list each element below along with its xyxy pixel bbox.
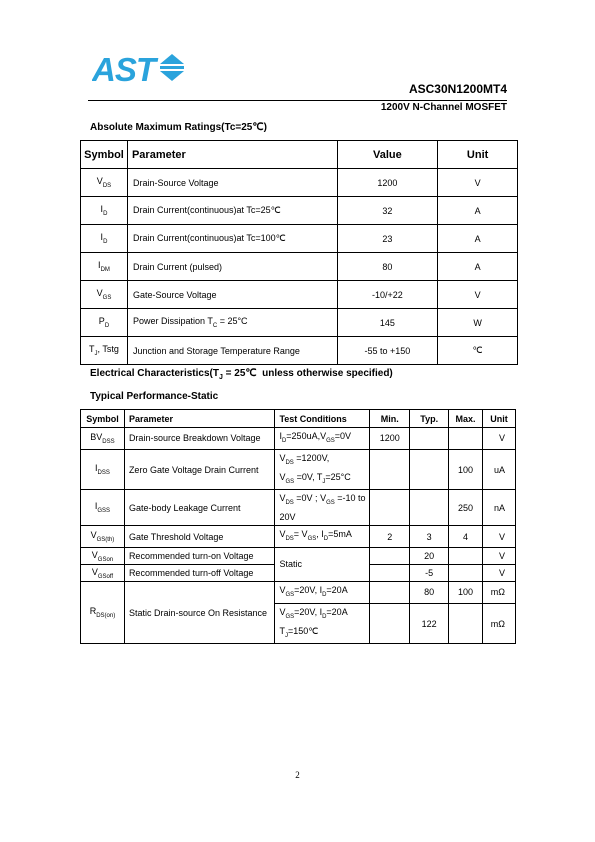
parameter-cell: Drain Current (pulsed) — [127, 253, 337, 281]
parameter-cell: Gate Threshold Voltage — [124, 526, 275, 548]
parameter-cell: Gate-body Leakage Current — [124, 490, 275, 526]
symbol-id: $I_D$ — [81, 197, 128, 225]
min-cell — [370, 547, 410, 564]
conditions-cell: $I_D=250uA,V_{GS}=0V$ — [275, 428, 370, 450]
unit-cell: mΩ — [483, 581, 516, 603]
max-cell — [449, 428, 483, 450]
parameter-cell: Recommended turn-on Voltage — [124, 547, 275, 564]
symbol-idm: $I_{DM}$ — [81, 253, 128, 281]
company-logo — [92, 51, 186, 88]
min-cell — [370, 449, 410, 490]
symbol-vgson: $V_{GSon}$ — [81, 547, 125, 564]
unit-cell: V — [438, 169, 518, 197]
unit-cell: A — [438, 197, 518, 225]
static-characteristics-table — [80, 409, 516, 644]
unit-cell: nA — [483, 490, 516, 526]
unit-cell: V — [483, 428, 516, 450]
abs-max-table — [80, 140, 518, 365]
symbol-vgsth: $V_{GS(th)}$ — [81, 526, 125, 548]
col-symbol: Symbol — [81, 410, 125, 428]
col-max: Max. — [449, 410, 483, 428]
col-min: Min. — [370, 410, 410, 428]
typ-cell — [410, 428, 449, 450]
conditions-cell: Static — [275, 547, 370, 581]
max-cell: 100 — [449, 581, 483, 603]
table-row — [81, 581, 516, 603]
min-cell: 2 — [370, 526, 410, 548]
conditions-cell: $V_{DS} =0V$ ; $V_{GS} =-10$ to 20V — [275, 490, 370, 526]
unit-cell: W — [438, 309, 518, 337]
col-typ: Typ. — [410, 410, 449, 428]
parameter-cell: Drain Current(continuous)at Tc=25℃ — [127, 197, 337, 225]
value-cell: 80 — [337, 253, 438, 281]
col-test-conditions: Test Conditions — [275, 410, 370, 428]
table-row — [81, 337, 518, 365]
symbol-idss: $I_{DSS}$ — [81, 449, 125, 490]
min-cell: 1200 — [370, 428, 410, 450]
col-value: Value — [337, 141, 438, 169]
table-row — [81, 169, 518, 197]
unit-cell: V — [438, 281, 518, 309]
table-header-row — [81, 410, 516, 428]
static-subheading: Typical Performance-Static — [90, 391, 219, 402]
table-row — [81, 526, 516, 548]
min-cell — [370, 603, 410, 644]
min-cell — [370, 564, 410, 581]
max-cell: 250 — [449, 490, 483, 526]
parameter-cell: Gate-Source Voltage — [127, 281, 337, 309]
unit-cell: A — [438, 253, 518, 281]
value-cell: 1200 — [337, 169, 438, 197]
unit-cell: uA — [483, 449, 516, 490]
symbol-vds: $V_{DS}$ — [81, 169, 128, 197]
parameter-cell: Drain-source Breakdown Voltage — [124, 428, 275, 450]
symbol-pd: $P_D$ — [81, 309, 128, 337]
col-symbol: Symbol — [81, 141, 128, 169]
symbol-vgs: $V_{GS}$ — [81, 281, 128, 309]
unit-cell: V — [483, 547, 516, 564]
symbol-bvdss: $BV_{DSS}$ — [81, 428, 125, 450]
value-cell: 32 — [337, 197, 438, 225]
col-parameter: Parameter — [124, 410, 275, 428]
part-number: ASC30N1200MT4 — [408, 82, 507, 96]
parameter-cell: Drain Current(continuous)at Tc=100℃ — [127, 225, 337, 253]
conditions-cell: $V_{GS}=20V$, $I_D=20A$ $T_J=150℃$ — [275, 603, 370, 644]
value-cell: -55 to +150 — [337, 337, 438, 365]
typ-cell: 3 — [410, 526, 449, 548]
conditions-cell: $V_{DS}= V_{GS}$, $I_D=5mA$ — [275, 526, 370, 548]
symbol-tj-tstg: $T_J$, Tstg — [81, 337, 128, 365]
unit-cell: V — [483, 564, 516, 581]
parameter-cell: Junction and Storage Temperature Range — [127, 337, 337, 365]
parameter-cell: Drain-Source Voltage — [127, 169, 337, 197]
table-row — [81, 428, 516, 450]
max-cell — [449, 547, 483, 564]
parameter-cell: Recommended turn-off Voltage — [124, 564, 275, 581]
parameter-cell: Static Drain-source On Resistance — [124, 581, 275, 643]
unit-cell: mΩ — [483, 603, 516, 644]
unit-cell: ℃ — [438, 337, 518, 365]
max-cell: 4 — [449, 526, 483, 548]
typ-cell — [410, 449, 449, 490]
typ-cell: 122 — [410, 603, 449, 644]
table-row — [81, 253, 518, 281]
table-row — [81, 490, 516, 526]
table-row — [81, 281, 518, 309]
device-subtitle: 1200V N-Channel MOSFET — [380, 102, 507, 113]
parameter-cell: Zero Gate Voltage Drain Current — [124, 449, 275, 490]
table-row — [81, 309, 518, 337]
table-row — [81, 197, 518, 225]
table-row — [81, 547, 516, 564]
symbol-igss: $I_{GSS}$ — [81, 490, 125, 526]
table-row — [81, 225, 518, 253]
max-cell — [449, 564, 483, 581]
unit-cell: V — [483, 526, 516, 548]
col-unit: Unit — [483, 410, 516, 428]
table-header-row — [81, 141, 518, 169]
parameter-cell: Power Dissipation $T_C = 25^\circ C$ — [127, 309, 337, 337]
page-number: 2 — [295, 770, 300, 780]
col-unit: Unit — [438, 141, 518, 169]
symbol-rdson: $R_{DS(on)}$ — [81, 581, 125, 643]
electrical-heading: Electrical $Characteristics(T_J$ = 25℃ unless otherwise specified) — [90, 368, 393, 381]
min-cell — [370, 581, 410, 603]
symbol-id: $I_D$ — [81, 225, 128, 253]
max-cell: 100 — [449, 449, 483, 490]
value-cell: 23 — [337, 225, 438, 253]
value-cell: 145 — [337, 309, 438, 337]
value-cell: -10/+22 — [337, 281, 438, 309]
header-divider — [88, 100, 507, 101]
abs-max-heading: Absolute Maximum Ratings(Tc=25℃) — [90, 122, 267, 133]
max-cell — [449, 603, 483, 644]
conditions-cell: $V_{GS}=20V$, $I_D=20A$ — [275, 581, 370, 603]
min-cell — [370, 490, 410, 526]
table-row — [81, 449, 516, 490]
col-parameter: Parameter — [127, 141, 337, 169]
typ-cell: 20 — [410, 547, 449, 564]
conditions-cell: $V_{DS} =1200V$, $V_{GS} =0V$, $T_J=25^\circ C$ — [275, 449, 370, 490]
unit-cell: A — [438, 225, 518, 253]
typ-cell — [410, 490, 449, 526]
symbol-vgsoff: $V_{GSoff}$ — [81, 564, 125, 581]
typ-cell: 80 — [410, 581, 449, 603]
typ-cell: -5 — [410, 564, 449, 581]
svg-text:AST: AST — [92, 51, 155, 83]
